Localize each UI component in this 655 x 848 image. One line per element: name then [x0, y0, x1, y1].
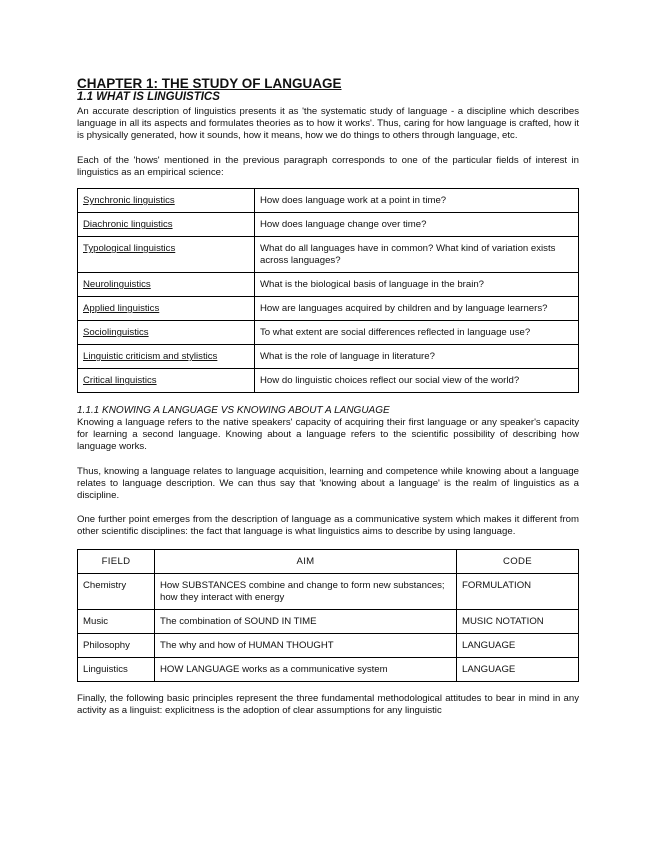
field-name-cell: Critical linguistics: [78, 369, 255, 393]
table-row: [78, 189, 579, 213]
comparison-table: [77, 549, 579, 682]
comparison-header-row: [78, 549, 579, 573]
field-question-cell: How does language change over time?: [255, 213, 579, 237]
table-row: [78, 345, 579, 369]
comparison-field-cell: Linguistics: [78, 657, 155, 681]
field-name-cell: Sociolinguistics: [78, 321, 255, 345]
field-question-cell: How do linguistic choices reflect our social view of the world?: [255, 369, 579, 393]
field-name-cell: Diachronic linguistics: [78, 213, 255, 237]
field-question-cell: How does language work at a point in time?: [255, 189, 579, 213]
section-title: 1.1 WHAT IS LINGUISTICS: [77, 91, 220, 103]
comparison-code-cell: MUSIC NOTATION: [457, 609, 579, 633]
document-page: [77, 76, 579, 717]
header-code: CODE: [457, 549, 579, 573]
header-aim: AIM: [155, 549, 457, 573]
comparison-code-cell: LANGUAGE: [457, 633, 579, 657]
field-question-cell: How are languages acquired by children and by language learners?: [255, 297, 579, 321]
field-name-cell: Typological linguistics: [78, 237, 255, 273]
table-row: [78, 633, 579, 657]
table-row: [78, 573, 579, 609]
comparison-field-cell: Music: [78, 609, 155, 633]
table-row: [78, 609, 579, 633]
comparison-field-cell: Philosophy: [78, 633, 155, 657]
comparison-aim-cell: HOW LANGUAGE works as a communicative system: [155, 657, 457, 681]
field-question-cell: What is the biological basis of language in the brain?: [255, 273, 579, 297]
linguistics-fields-table: [77, 188, 579, 393]
comparison-aim-cell: How SUBSTANCES combine and change to form new substances; how they interact with energy: [155, 573, 457, 609]
chapter-title: CHAPTER 1: THE STUDY OF LANGUAGE: [77, 76, 342, 91]
table-row: [78, 657, 579, 681]
field-question-cell: To what extent are social differences reflected in language use?: [255, 321, 579, 345]
comparison-code-cell: LANGUAGE: [457, 657, 579, 681]
comparison-aim-cell: The combination of SOUND IN TIME: [155, 609, 457, 633]
field-name-cell: Linguistic criticism and stylistics: [78, 345, 255, 369]
comparison-code-cell: FORMULATION: [457, 573, 579, 609]
table-row: [78, 369, 579, 393]
table-row: [78, 321, 579, 345]
field-name-cell: Applied linguistics: [78, 297, 255, 321]
hows-paragraph: Each of the 'hows' mentioned in the previous paragraph corresponds to one of the particular fields of interest in linguistics as an empirical science:: [77, 154, 579, 178]
intro-paragraph: An accurate description of linguistics presents it as 'the systematic study of language - a discipline which describes language in all its aspects and formulates theories as to how it works'. Thus, caring for how language is crafted, how it is physically generated, how it sounds, how it means, how we do things to others through language, etc.: [77, 106, 579, 142]
comparison-aim-cell: The why and how of HUMAN THOUGHT: [155, 633, 457, 657]
field-question-cell: What do all languages have in common? What kind of variation exists across languages?: [255, 237, 579, 273]
subsection-title: 1.1.1 KNOWING A LANGUAGE VS KNOWING ABOUT A LANGUAGE: [77, 405, 390, 417]
field-name-cell: Synchronic linguistics: [78, 189, 255, 213]
header-field: FIELD: [78, 549, 155, 573]
comparison-field-cell: Chemistry: [78, 573, 155, 609]
table-row: [78, 273, 579, 297]
field-question-cell: What is the role of language in literature?: [255, 345, 579, 369]
final-paragraph: Finally, the following basic principles represent the three fundamental methodological attitudes to bear in mind in any activity as a linguist: explicitness is the adoption of clear assumptions for any linguistic: [77, 692, 579, 716]
thus-paragraph: Thus, knowing a language relates to language acquisition, learning and competence while knowing about a language relates to language description. We can thus say that 'knowing about a language' is the realm of linguistics as a discipline.: [77, 465, 579, 502]
table-row: [78, 297, 579, 321]
further-paragraph: One further point emerges from the description of language as a communicative system which makes it different from other scientific disciplines: the fact that language is what linguistics aims to describe by using language.: [77, 514, 579, 538]
table-row: [78, 213, 579, 237]
table-row: [78, 237, 579, 273]
field-name-cell: Neurolinguistics: [78, 273, 255, 297]
knowing-paragraph: Knowing a language refers to the native speakers' capacity of acquiring their first language or any speaker's capacity for learning a second language. Knowing about a language refers to the scientific possibility of describing how language works.: [77, 417, 579, 453]
